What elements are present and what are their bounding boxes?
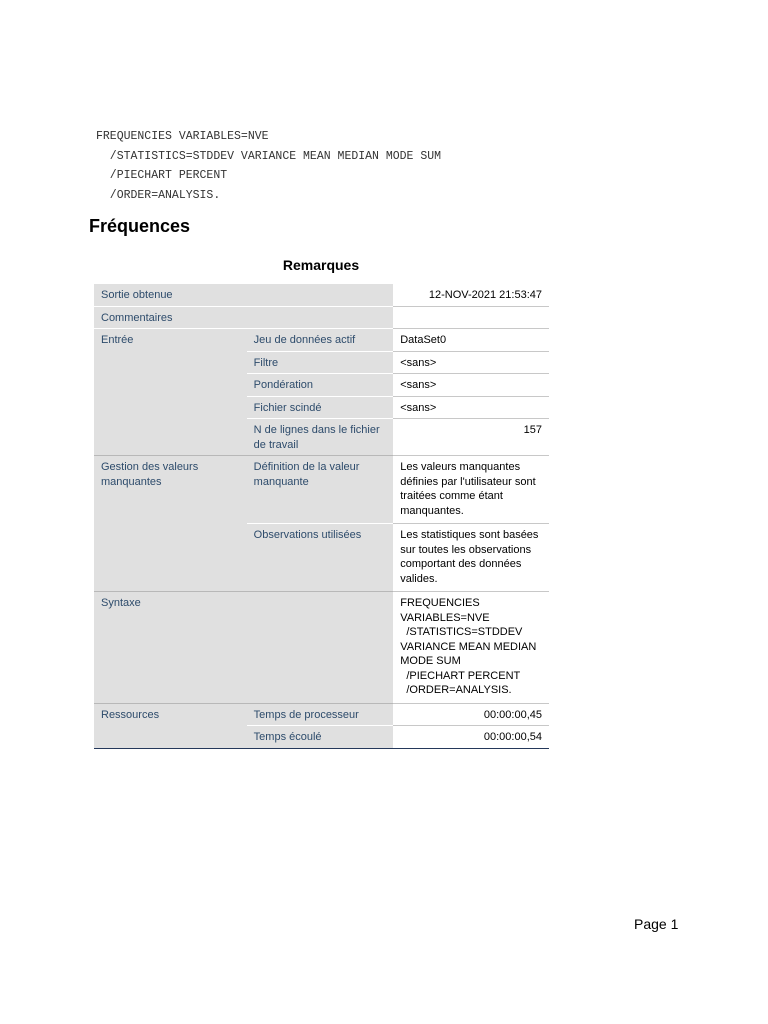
syntax-line: /STATISTICS=STDDEV VARIANCE MEAN MEDIAN MODE SUM: [96, 149, 442, 163]
row-label: Syntaxe: [94, 592, 393, 704]
row-label: Temps de processeur: [247, 703, 394, 726]
cell-value: Les valeurs manquantes définies par l'utilisateur sont traitées comme étant manquantes.: [393, 456, 549, 524]
row-label: Temps écoulé: [247, 726, 394, 749]
table-row: [94, 329, 549, 352]
row-label: Fichier scindé: [247, 396, 394, 419]
table-title: Remarques: [282, 257, 360, 273]
row-label: Commentaires: [94, 306, 393, 329]
cell-value: FREQUENCIES VARIABLES=NVE /STATISTICS=STDDEV VARIANCE MEAN MEDIAN MODE SUM /PIECHART PERCENT /ORDER=ANALYSIS.: [393, 592, 549, 704]
group-label: Entrée: [94, 329, 247, 456]
page-number: Page 1: [634, 916, 679, 932]
cell-value: <sans>: [393, 374, 549, 397]
cell-value: 00:00:00,54: [393, 726, 549, 749]
notes-table: [94, 284, 549, 749]
cell-value: Les statistiques sont basées sur toutes les observations comportant des données valides.: [393, 524, 549, 592]
group-label: Gestion des valeurs manquantes: [94, 456, 247, 592]
syntax-line: FREQUENCIES VARIABLES=NVE: [96, 130, 269, 143]
group-label: Ressources: [94, 703, 247, 748]
row-label: Sortie obtenue: [94, 284, 393, 306]
row-label: N de lignes dans le fichier de travail: [247, 419, 394, 456]
cell-value: 12-NOV-2021 21:53:47: [393, 284, 549, 306]
table-row: [94, 456, 549, 524]
row-label: Jeu de données actif: [247, 329, 394, 352]
row-label: Pondération: [247, 374, 394, 397]
syntax-line: /PIECHART PERCENT: [96, 169, 228, 182]
syntax-block: [96, 127, 441, 205]
table-row: [94, 703, 549, 726]
section-title: Fréquences: [89, 216, 191, 236]
row-label: Filtre: [247, 351, 394, 374]
row-label: Définition de la valeur manquante: [247, 456, 394, 524]
table-row: [94, 306, 549, 329]
cell-value: <sans>: [393, 351, 549, 374]
cell-value: 00:00:00,45: [393, 703, 549, 726]
row-label: Observations utilisées: [247, 524, 394, 592]
table-row: [94, 592, 549, 704]
table-row: [94, 284, 549, 306]
syntax-line: /ORDER=ANALYSIS.: [96, 188, 221, 202]
cell-value: <sans>: [393, 396, 549, 419]
cell-value: 157: [393, 419, 549, 456]
cell-value: [393, 306, 549, 329]
cell-value: DataSet0: [393, 329, 549, 352]
